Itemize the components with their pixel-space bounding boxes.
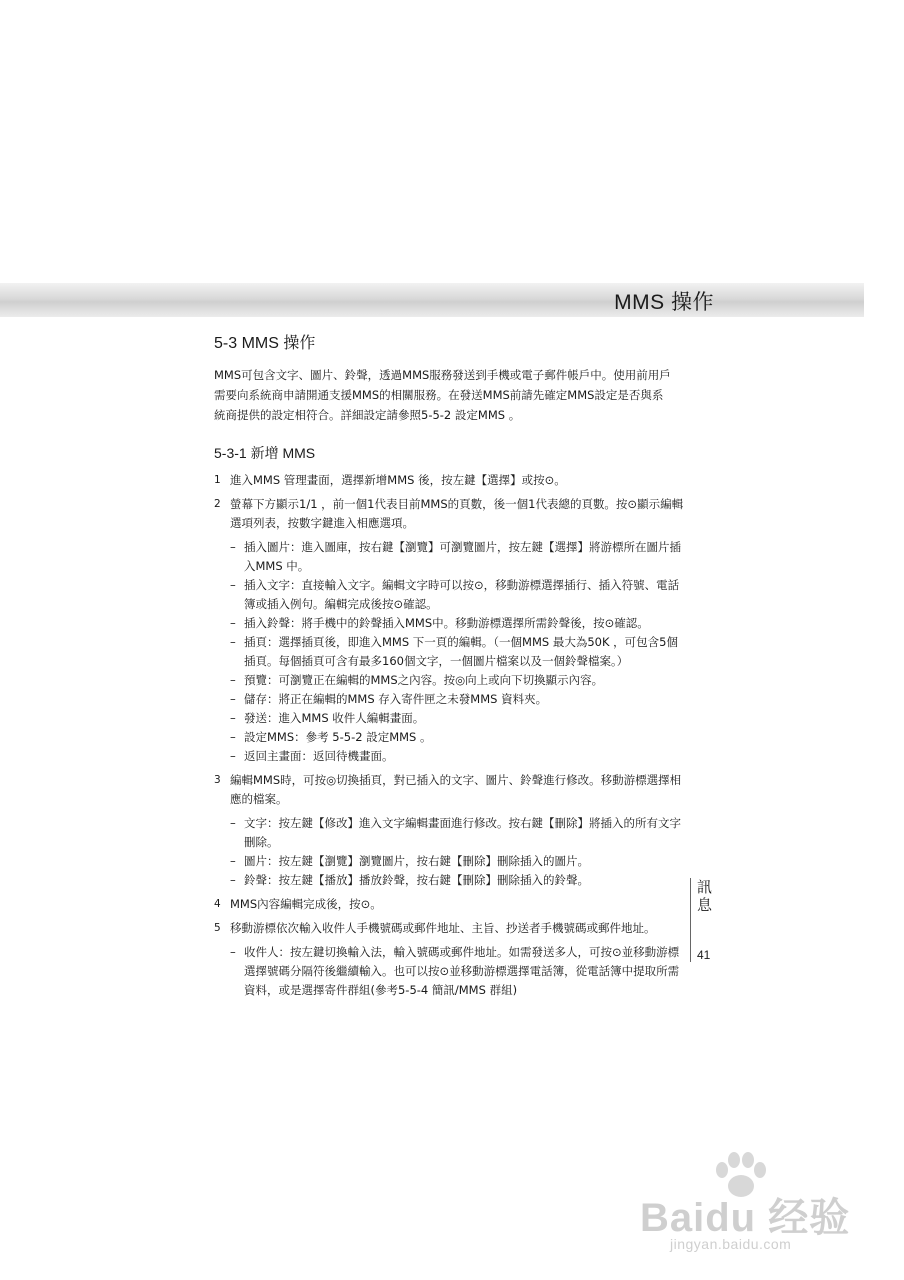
sub-item	[214, 690, 684, 709]
side-tab-label: 訊息	[697, 878, 713, 914]
sub-item	[214, 614, 684, 633]
dash-bullet-icon: –	[230, 540, 236, 554]
sub-item	[214, 709, 684, 728]
step-number: 5	[214, 922, 221, 934]
sub-item	[214, 728, 684, 747]
intro-line: MMS可包含文字、圖片、鈴聲，透過MMS服務發送到手機或電子郵件帳戶中。使用前用戶	[214, 368, 671, 382]
step-item	[214, 495, 684, 533]
section-intro	[214, 365, 684, 425]
dash-bullet-icon: –	[230, 578, 236, 592]
page-header-title: MMS 操作	[614, 291, 714, 314]
dash-bullet-icon: –	[230, 711, 236, 725]
step-item	[214, 895, 684, 914]
sub-item-text: 文字：按左鍵【修改】進入文字編輯畫面進行修改。按右鍵【刪除】將插入的所有文字刪除。	[244, 816, 681, 849]
main-content	[214, 330, 684, 1000]
step-text: 螢幕下方顯示1/1 ，前一個1代表目前MMS的頁數，後一個1代表總的頁數。按⊙顯示編輯選項列表，按數字鍵進入相應選項。	[230, 497, 684, 530]
page-number: 41	[697, 948, 711, 962]
dash-bullet-icon: –	[230, 730, 236, 744]
step-item	[214, 919, 684, 938]
sub-item-text: 預覽：可瀏覽正在編輯的MMS之內容。按◎向上或向下切換顯示內容。	[244, 673, 604, 687]
sub-item-text: 發送：進入MMS 收件人編輯畫面。	[244, 711, 425, 725]
step-number: 1	[214, 474, 221, 486]
sub-item-text: 插頁：選擇插頁後，即進入MMS 下一頁的編輯。（一個MMS 最大為50K ，可包含5個插頁。每個插頁可含有最多160個文字，一個圖片檔案以及一個鈴聲檔案。）	[244, 635, 678, 668]
dash-bullet-icon: –	[230, 635, 236, 649]
sub-item	[214, 671, 684, 690]
sub-item-text: 插入鈴聲：將手機中的鈴聲插入MMS中。移動游標選擇所需鈴聲後，按⊙確認。	[244, 616, 649, 630]
section-title: 5-3 MMS 操作	[214, 335, 316, 352]
watermark-brand: Baidu 经验	[640, 1196, 851, 1240]
dash-bullet-icon: –	[230, 692, 236, 706]
sub-item	[214, 633, 684, 671]
sub-item	[214, 852, 684, 871]
sub-item-text: 圖片：按左鍵【瀏覽】瀏覽圖片，按右鍵【刪除】刪除插入的圖片。	[244, 854, 589, 868]
intro-line: 統商提供的設定相符合。詳細設定請參照5-5-2 設定MMS 。	[214, 408, 521, 422]
step-number: 4	[214, 898, 221, 910]
intro-line: 需要向系統商申請開通支援MMS的相關服務。在發送MMS前請先確定MMS設定是否與系	[214, 388, 664, 402]
sub-item-text: 鈴聲：按左鍵【播放】播放鈴聲，按右鍵【刪除】刪除插入的鈴聲。	[244, 873, 589, 887]
sub-item	[214, 576, 684, 614]
sub-item	[214, 538, 684, 576]
watermark	[640, 1150, 860, 1260]
step-number: 2	[214, 498, 221, 510]
watermark-url: jingyan.baidu.com	[670, 1236, 792, 1252]
step-text: 編輯MMS時，可按◎切換插頁，對已插入的文字、圖片、鈴聲進行修改。移動游標選擇相應的檔案。	[230, 773, 682, 806]
sub-item	[214, 747, 684, 766]
header-band	[0, 283, 864, 317]
sub-item-text: 插入圖片：進入圖庫，按右鍵【瀏覽】可瀏覽圖片，按左鍵【選擇】將游標所在圖片插入MMS 中。	[244, 540, 681, 573]
dash-bullet-icon: –	[230, 873, 236, 887]
sub-item	[214, 871, 684, 890]
step-number: 3	[214, 774, 221, 786]
dash-bullet-icon: –	[230, 673, 236, 687]
step-text: 進入MMS 管理畫面，選擇新增MMS 後，按左鍵【選擇】或按⊙。	[230, 473, 566, 487]
dash-bullet-icon: –	[230, 616, 236, 630]
dash-bullet-icon: –	[230, 854, 236, 868]
step-item	[214, 771, 684, 809]
step-text: 移動游標依次輸入收件人手機號碼或郵件地址、主旨、抄送者手機號碼或郵件地址。	[230, 921, 656, 935]
sub-item-text: 返回主畫面：返回待機畫面。	[244, 749, 394, 763]
sub-item-text: 插入文字：直接輸入文字。編輯文字時可以按⊙，移動游標選擇插行、插入符號、電話簿或插入例句。編輯完成後按⊙確認。	[244, 578, 680, 611]
sub-item	[214, 943, 684, 1000]
subsection-title: 5-3-1 新增 MMS	[214, 445, 316, 461]
sub-item-text: 儲存：將正在編輯的MMS 存入寄件匣之未發MMS 資料夾。	[244, 692, 548, 706]
step-item	[214, 471, 684, 490]
dash-bullet-icon: –	[230, 749, 236, 763]
step-text: MMS內容編輯完成後，按⊙。	[230, 897, 382, 911]
dash-bullet-icon: –	[230, 945, 236, 959]
sub-item	[214, 814, 684, 852]
sub-item-text: 設定MMS：參考 5-5-2 設定MMS 。	[244, 730, 432, 744]
side-tab	[690, 878, 721, 962]
sub-item-text: 收件人：按左鍵切換輸入法，輸入號碼或郵件地址。如需發送多人，可按⊙並移動游標選擇號碼分隔符後繼續輸入。也可以按⊙並移動游標選擇電話簿，從電話簿中提取所需資料，或是選擇寄件群組(參考5-5-4 簡訊/MMS 群組)	[244, 945, 680, 997]
dash-bullet-icon: –	[230, 816, 236, 830]
